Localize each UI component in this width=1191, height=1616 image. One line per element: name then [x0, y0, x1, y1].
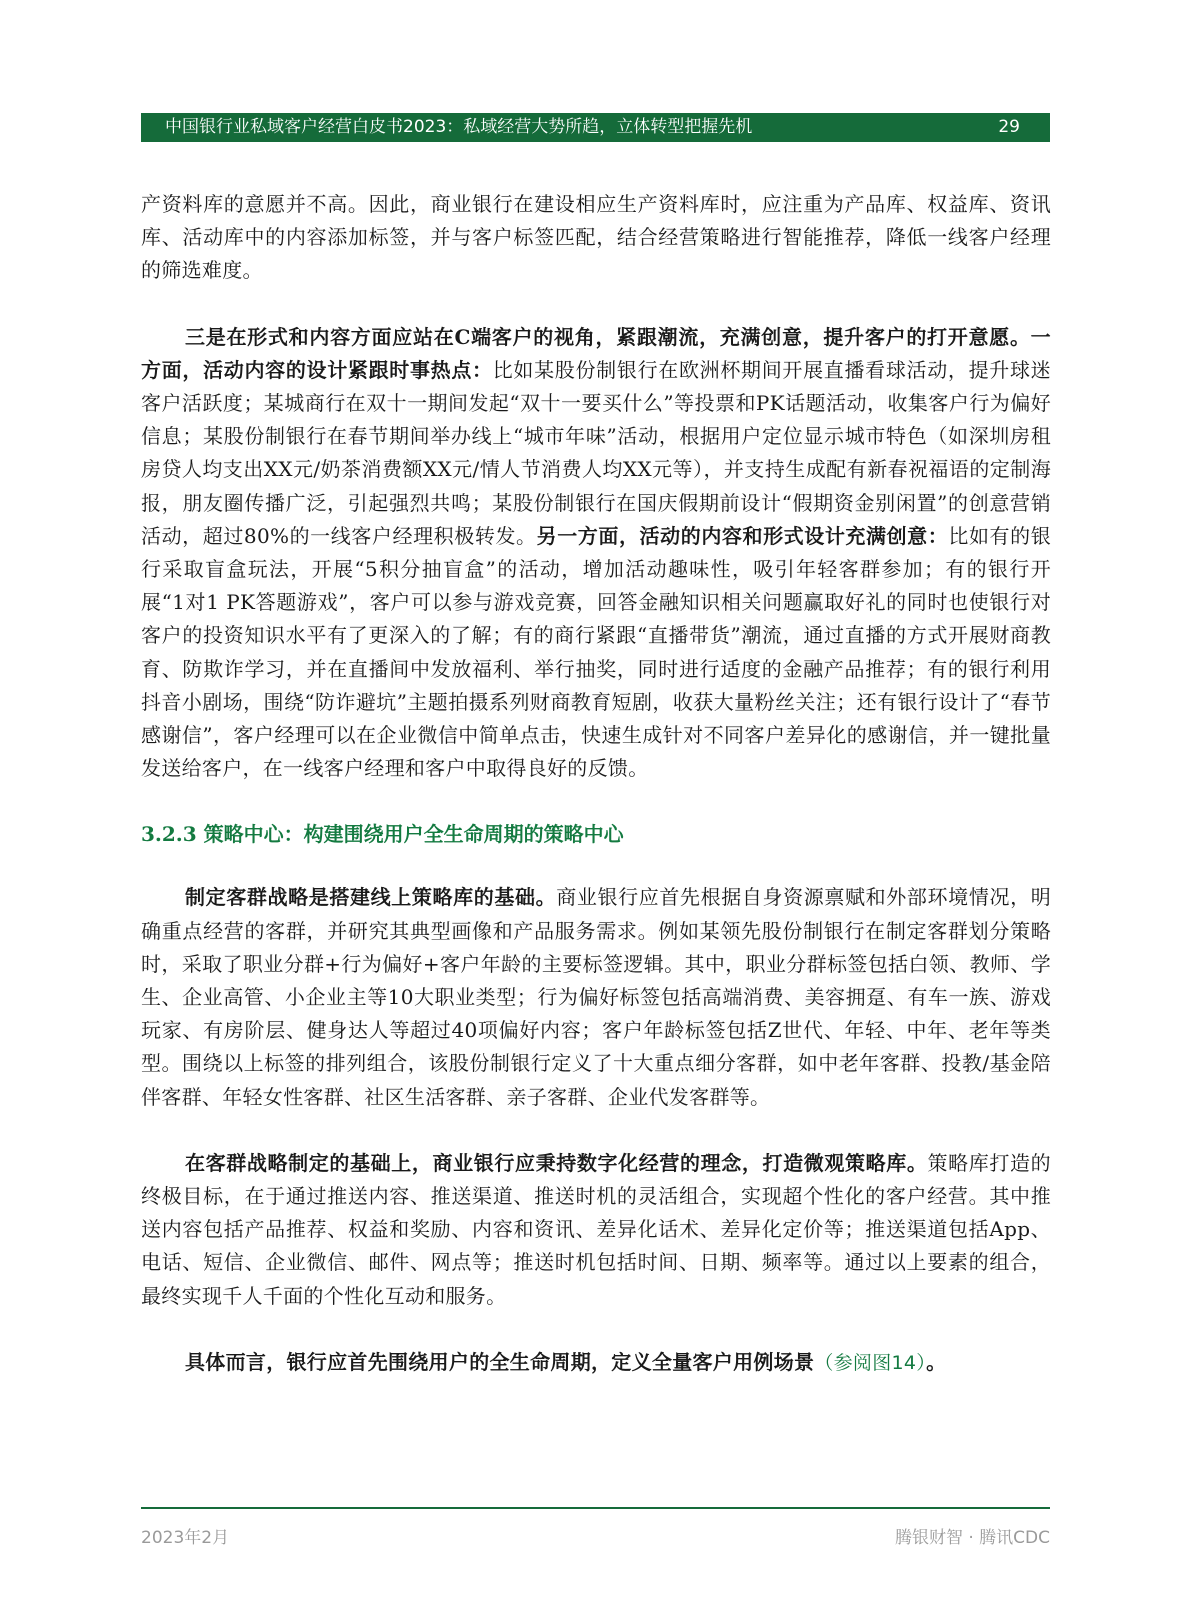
document-title: 中国银行业私域客户经营白皮书2023：私域经营大势所趋，立体转型把握先机 [165, 117, 753, 137]
section-heading: 3.2.3 策略中心：构建围绕用户全生命周期的策略中心 [141, 822, 624, 847]
paragraph-text: 比如有的银行采取盲盒玩法，开展“5积分抽盲盒”的活动，增加活动趣味性，吸引年轻客群参加；有的银行开展“1对1 PK答题游戏”，客户可以参与游戏竞赛，回答金融知识相关问题赢取好礼的同时也使银行对客户的投资知识水平有了更深入的了解；有的商行紧跟“直播带货”潮流，通过直播的方式开展财商教育、防欺诈学习，并在直播间中发放福利、举行抽奖，同时进行适度的金融产品推荐；有的银行利用抖音小剧场，围绕“防诈避坑”主题拍摄系列财商教育短剧，收获大量粉丝关注；还有银行设计了“春节感谢信”，客户经理可以在企业微信中简单点击，快速生成针对不同客户差异化的感谢信，并一键批量发送给客户，在一线客户经理和客户中取得良好的反馈。 [141, 523, 1052, 781]
figure-reference-link[interactable]: （参阅图14） [814, 1351, 927, 1374]
paragraph-segment-strategy [141, 881, 1051, 1113]
paragraph-lifecycle [141, 1346, 1051, 1380]
footer-divider [141, 1507, 1050, 1509]
bold-end: 。 [926, 1349, 947, 1374]
footer-publisher: 腾银财智 · 腾讯CDC [894, 1528, 1050, 1548]
paragraph-text: 策略库打造的终极目标，在于通过推送内容、推送渠道、推送时机的灵活组合，实现超个性化的客户经营。其中推送内容包括产品推荐、权益和奖励、内容和资讯、差异化话术、差异化定价等；推送渠道包括App、电话、短信、企业微信、邮件、网点等；推送时机包括时间、日期、频率等。通过以上要素的组合，最终实现千人千面的个性化互动和服务。 [141, 1150, 1051, 1308]
paragraph-text: 比如某股份制银行在欧洲杯期间开展直播看球活动，提升球迷客户活跃度；某城商行在双十一期间发起“双十一要买什么”等投票和PK话题活动，收集客户行为偏好信息；某股份制银行在春节期间举办线上“城市年味”活动，根据用户定位显示城市特色（如深圳房租房贷人均支出XX元/奶茶消费额XX元/情人节消费人均XX元等），并支持生成配有新春祝福语的定制海报，朋友圈传播广泛，引起强烈共鸣；某股份制银行在国庆假期前设计“假期资金别闲置”的创意营销活动，超过80%的一线客户经理积极转发。 [141, 357, 1051, 548]
paragraph-text: 产资料库的意愿并不高。因此，商业银行在建设相应生产资料库时，应注重为产品库、权益库、资讯库、活动库中的内容添加标签，并与客户标签匹配，结合经营策略进行智能推荐，降低一线客户经理的筛选难度。 [141, 192, 1051, 283]
bold-lead: 在客群战略制定的基础上，商业银行应秉持数字化经营的理念，打造微观策略库。 [185, 1150, 928, 1175]
bold-lead: 三是在形式和内容方面应站在C端客户的视角，紧跟潮流，充满创意，提升客户的打开意愿。一方面，活动内容的设计紧跟时事热点： [141, 324, 1051, 382]
footer-date: 2023年2月 [141, 1528, 230, 1548]
bold-lead: 具体而言，银行应首先围绕用户的全生命周期，定义全量客户用例场景 [185, 1349, 815, 1374]
main-content [141, 188, 1051, 1380]
header-bar [141, 113, 1050, 142]
paragraph-text: 商业银行应首先根据自身资源禀赋和外部环境情况，明确重点经营的客群，并研究其典型画像和产品服务需求。例如某领先股份制银行在制定客群划分策略时，采取了职业分群+行为偏好+客户年龄的主要标签逻辑。其中，职业分群标签包括白领、教师、学生、企业高管、小企业主等10大职业类型；行为偏好标签包括高端消费、美容拥趸、有车一族、游戏玩家、有房阶层、健身达人等超过40项偏好内容；客户年龄标签包括Z世代、年轻、中年、老年等类型。围绕以上标签的排列组合，该股份制银行定义了十大重点细分客群，如中老年客群、投教/基金陪伴客群、年轻女性客群、社区生活客群、亲子客群、企业代发客群等。 [141, 885, 1051, 1109]
paragraph-form-content [141, 321, 1051, 786]
bold-lead: 制定客群战略是搭建线上策略库的基础。 [185, 885, 557, 910]
page-number: 29 [998, 117, 1020, 137]
bold-lead: 另一方面，活动的内容和形式设计充满创意： [536, 523, 949, 548]
paragraph-continued [141, 188, 1051, 288]
paragraph-strategy-library [141, 1147, 1051, 1313]
